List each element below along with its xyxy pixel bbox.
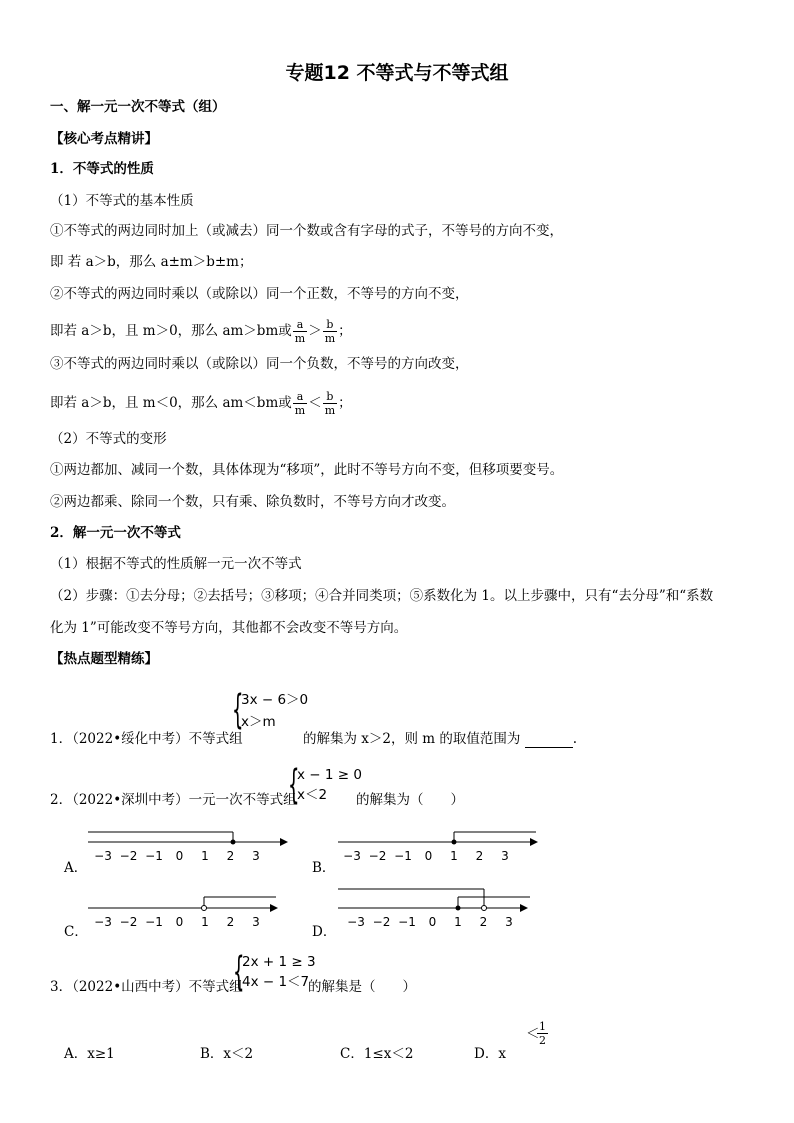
point1-sub1: （1）不等式的基本性质: [50, 193, 194, 209]
tick-label: 0: [428, 915, 437, 929]
tick-label: 2: [479, 915, 488, 929]
tick-label: 2: [475, 849, 484, 863]
hot-heading: 【热点题型精练】: [50, 651, 158, 667]
tick-label: −1: [145, 915, 163, 929]
q3-option-a[interactable]: A．x≥1: [64, 1046, 115, 1062]
point2-heading: 2．解一元一次不等式: [50, 525, 181, 541]
q2-system: { x − 1 ≥ 0 x＜2: [288, 762, 362, 808]
property1: ①不等式的两边同时加上（或减去）同一个数或含有字母的式子，不等号的方向不变，: [50, 223, 563, 239]
q3-ineq1: 2x + 1 ≥ 3: [242, 954, 316, 970]
core-heading: 【核心考点精讲】: [50, 131, 158, 147]
tick-label: 1: [201, 849, 209, 863]
tick-label: −1: [394, 849, 412, 863]
q2-prefix: 2．（2022•深圳中考）一元一次不等式组: [50, 792, 297, 808]
tick-label: 1: [450, 849, 458, 863]
tick-label: 0: [175, 915, 184, 929]
q3-system: { 2x + 1 ≥ 3 4x − 1＜7: [233, 949, 316, 995]
tick-label: 3: [252, 915, 260, 929]
fraction: $\frac{a}{m}$: [294, 390, 306, 417]
tick-label: 2: [226, 915, 235, 929]
transform2: ②两边都乘、除同一个数，只有乘、除负数时，不等号方向才改变。: [50, 494, 455, 510]
tick-label: −2: [119, 915, 138, 929]
fraction: $\frac{b}{m}$: [324, 318, 336, 345]
q3-option-b[interactable]: B．x＜2: [200, 1046, 254, 1062]
q1-system: { 3x − 6＞0 x＞m: [232, 687, 309, 733]
property3: ③不等式的两边同时乘以（或除以）同一个负数，不等号的方向改变，: [50, 356, 469, 372]
point2-step2: （2）步骤：①去分母；②去括号；③移项；④合并同类项；⑤系数化为 1。以上步骤中，只有“去分母”和“系数: [50, 588, 714, 604]
fraction: $\frac{1}{2}$: [539, 1020, 546, 1047]
tick-label: 1: [454, 915, 462, 929]
tick-label: −2: [119, 849, 138, 863]
q1-suffix: 的解集为 x＞2，则 m 的取值范围为 .: [303, 731, 577, 747]
tick-label: −2: [368, 849, 387, 863]
tick-label: 1: [201, 915, 209, 929]
tick-label: −3: [94, 915, 112, 929]
property3-example: 即若 a＞b，且 m＜0，那么 am＜bm或 $\frac{a}{m}$ ＜ $\frac{b}{m}$ ；: [50, 390, 352, 417]
q2-option-c-label: C．: [64, 924, 88, 940]
q2-ineq2: x＜2: [297, 787, 328, 803]
transform1: ①两边都加、减同一个数，具体体现为“移项”，此时不等号方向不变，但移项要变号。: [50, 462, 564, 478]
tick-label: −3: [347, 915, 365, 929]
point1-sub2: （2）不等式的变形: [50, 431, 167, 447]
tick-label: 2: [226, 849, 235, 863]
point2-step1: （1）根据不等式的性质解一元一次不等式: [50, 556, 302, 572]
q3-ineq2: 4x − 1＜7: [242, 974, 310, 990]
q3-suffix: 的解集是（ ）: [308, 979, 416, 995]
page-title: 专题12 不等式与不等式组: [285, 62, 509, 84]
q2-option-b-numberline[interactable]: [338, 832, 538, 863]
tick-label: −2: [372, 915, 391, 929]
fraction: $\frac{b}{m}$: [324, 390, 336, 417]
q2-option-a-label: A．: [64, 860, 88, 876]
tick-label: 0: [175, 849, 184, 863]
property2-example: 即若 a＞b，且 m＞0，那么 am＞bm或 $\frac{a}{m}$ ＞ $\frac{b}{m}$ ；: [50, 318, 352, 345]
q3-prefix: 3．（2022•山西中考）不等式组: [50, 979, 243, 995]
tick-label: −3: [343, 849, 361, 863]
tick-label: −3: [94, 849, 112, 863]
q3-option-d[interactable]: D．x ＜ $\frac{1}{2}$: [474, 1020, 546, 1062]
section-heading: 一、解一元一次不等式（组）: [50, 99, 226, 115]
tick-label: 0: [424, 849, 433, 863]
tick-label: −1: [145, 849, 163, 863]
tick-label: 3: [505, 915, 513, 929]
property2: ②不等式的两边同时乘以（或除以）同一个正数，不等号的方向不变，: [50, 286, 469, 302]
q1-ineq2: x＞m: [241, 714, 276, 730]
q1-prefix: 1．（2022•绥化中考）不等式组: [50, 731, 243, 747]
q3-option-c[interactable]: C．1≤x＜2: [340, 1046, 414, 1062]
q2-option-b-label: B．: [312, 860, 336, 876]
q2-option-d-label: D．: [312, 924, 337, 940]
q2-ineq1: x − 1 ≥ 0: [297, 767, 362, 783]
q2-suffix: 的解集为（ ）: [356, 792, 464, 808]
property1-example: 即 若 a＞b，那么 a±m＞b±m；: [50, 254, 253, 270]
tick-label: −1: [398, 915, 416, 929]
q1-ineq1: 3x − 6＞0: [241, 692, 309, 708]
point1-heading: 1．不等式的性质: [50, 161, 154, 177]
tick-label: 3: [501, 849, 509, 863]
q2-option-d-numberline[interactable]: [338, 889, 530, 929]
q2-option-a-numberline[interactable]: [88, 832, 288, 863]
q2-option-c-numberline[interactable]: [88, 897, 278, 929]
tick-label: 3: [252, 849, 260, 863]
point2-step2-cont: 化为 1”可能改变不等号方向，其他都不会改变不等号方向。: [50, 620, 408, 636]
fraction: $\frac{a}{m}$: [294, 318, 306, 345]
